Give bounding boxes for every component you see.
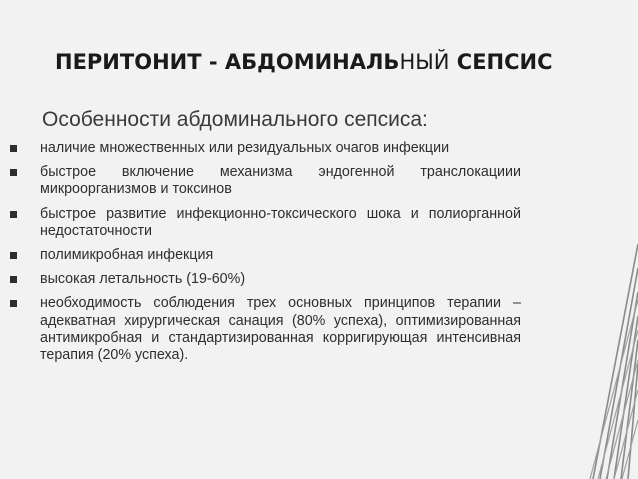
- title-part-normal: НЫЙ: [399, 50, 450, 74]
- bullet-text: необходимость соблюдения трех основных принципов терапии – адекватная хирургическая санация (80% успеха), оптимизированная антимикробная и стандартизированная корригирующая интенсивная терапия (20% успеха).: [40, 295, 521, 364]
- bullet-text: полимикробная инфекция: [40, 247, 214, 264]
- bullet-text: быстрое включение механизма эндогенной транслокациии микроорганизмов и токсинов: [40, 164, 521, 198]
- bullet-text: быстрое развитие инфекционно-токсического шока и полиорганной недостаточности: [40, 205, 521, 239]
- bullet-text: наличие множественных или резидуальных очагов инфекции: [40, 140, 450, 156]
- right-edge-lines: [590, 244, 638, 479]
- title-part-bold-1: ПЕРИТОНИТ - АБДОМИНАЛЬ: [55, 50, 400, 74]
- title-part-bold-2: СЕПСИС: [456, 50, 553, 74]
- bullet-text: высокая летальность (19-60%): [40, 271, 246, 288]
- slide-subtitle: Особенности абдоминального сепсиса:: [42, 108, 428, 131]
